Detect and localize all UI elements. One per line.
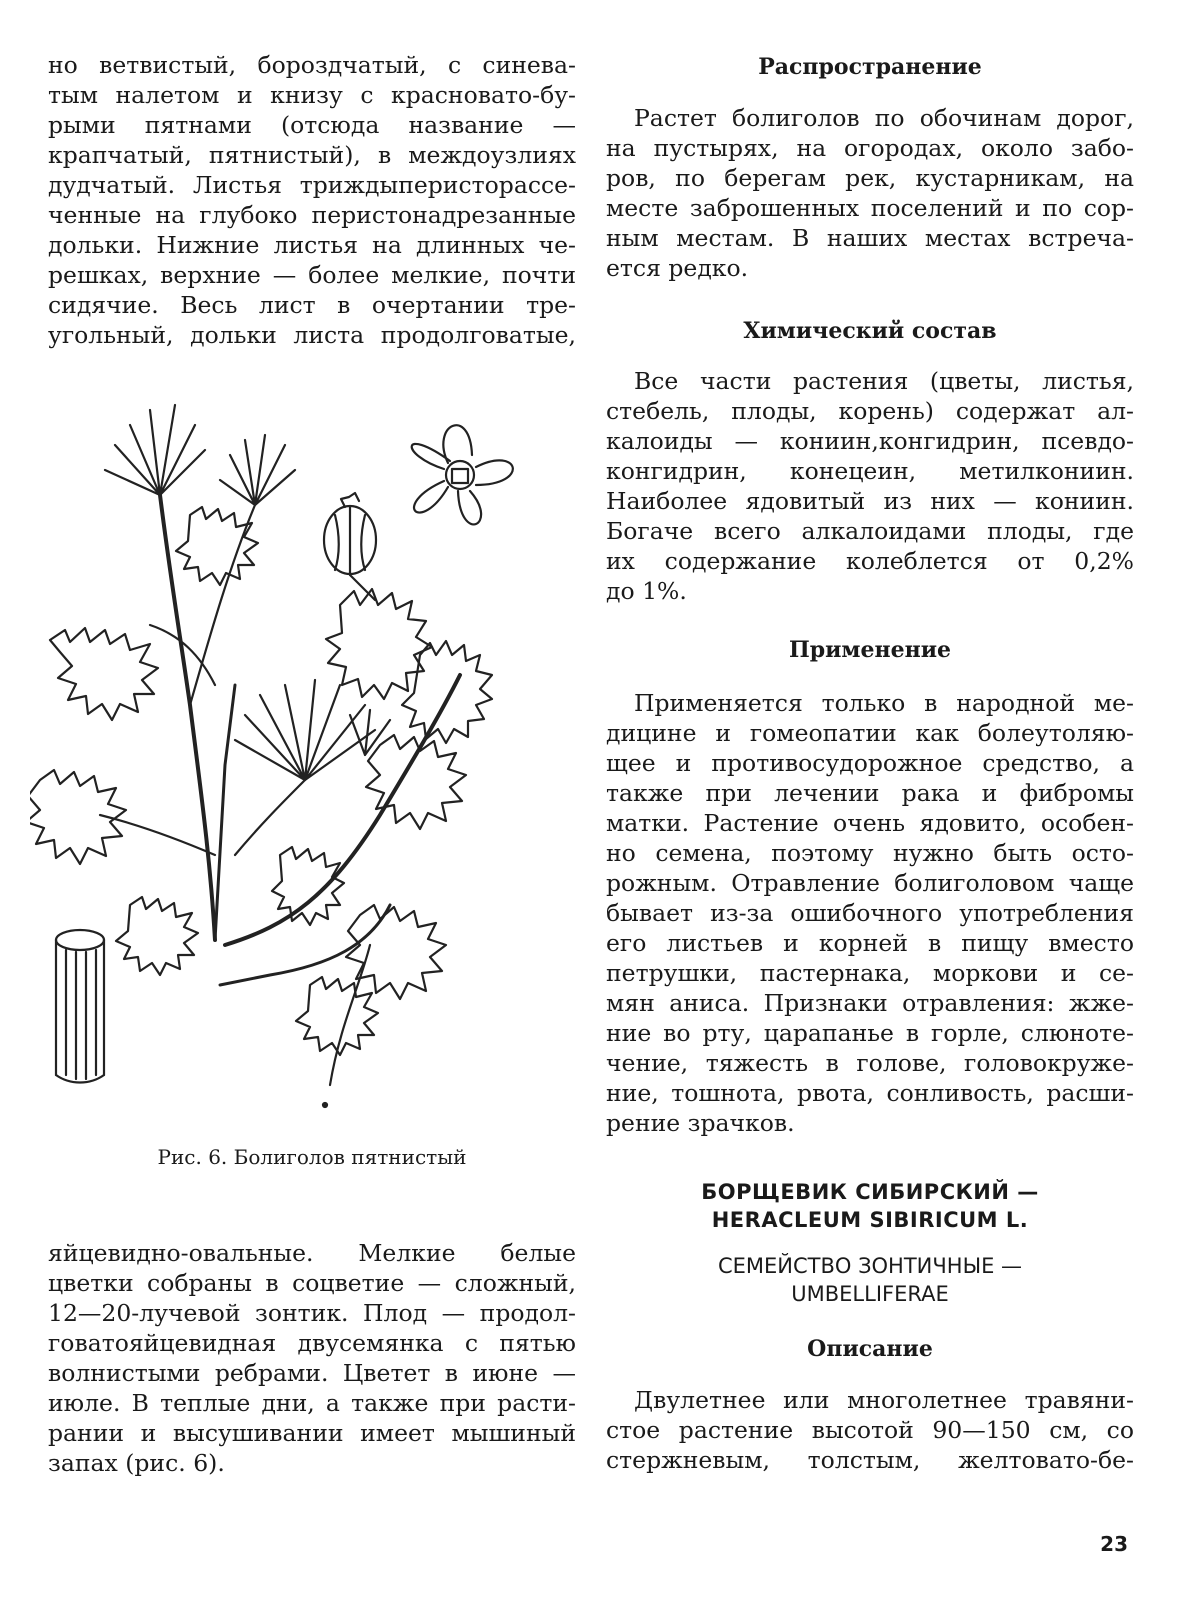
text-line: Все части растения (цветы, листья,	[634, 367, 1134, 395]
text-line: мян аниса. Признаки отравления: жже-	[606, 989, 1134, 1017]
section-body-chemistry	[606, 366, 1134, 606]
section-body-description	[606, 1385, 1134, 1475]
text-line: рожным. Отравление болиголовом чаще	[606, 869, 1134, 897]
text-line: Применяется только в народной ме-	[634, 689, 1134, 717]
text-line: ным местам. В наших местах встреча-	[606, 224, 1134, 252]
text-line: Богаче всего алкалоидами плоды, где	[606, 517, 1134, 545]
text-line: рании и высушивании имеет мышиный	[48, 1419, 576, 1447]
text-line: 12—20-лучевой зонтик. Плод — продол-	[48, 1299, 576, 1327]
text-line: дицине и гомеопатии как болеутоляю-	[606, 719, 1134, 747]
text-line: конгидрин, конецеин, метилкониин.	[606, 457, 1134, 485]
text-line: ченные на глубоко перистонадрезанные	[48, 201, 576, 229]
section-heading-distribution: Распространение	[758, 54, 982, 80]
section-body-usage	[606, 688, 1134, 1138]
text-line: тым налетом и книзу с красновато-бу-	[48, 81, 576, 109]
text-line: стое растение высотой 90—150 см, со	[606, 1416, 1134, 1444]
text-line: волнистыми ребрами. Цветет в июне —	[48, 1359, 576, 1387]
section-body-distribution	[606, 103, 1134, 283]
text-line: ется редко.	[606, 254, 749, 282]
text-line: щее и противосудорожное средство, а	[606, 749, 1134, 777]
text-line: угольный, дольки листа продолговатые,	[48, 321, 576, 349]
text-line: июле. В теплые дни, а также при расти-	[48, 1389, 576, 1417]
hemlock-plant-illustration	[30, 385, 590, 1125]
section-heading-description: Описание	[807, 1336, 933, 1362]
text-line: дудчатый. Листья триждыперисторассе-	[48, 171, 576, 199]
text-line: Растет болиголов по обочинам дорог,	[634, 104, 1134, 132]
text-line: стержневым, толстым, желтовато-бе-	[606, 1446, 1134, 1474]
page-number: 23	[1100, 1532, 1128, 1556]
text-line: их содержание колеблется от 0,2%	[606, 547, 1134, 575]
text-line: рение зрачков.	[606, 1109, 795, 1137]
text-line: его листьев и корней в пищу вместо	[606, 929, 1134, 957]
text-line: запах (рис. 6).	[48, 1449, 225, 1477]
family-title-russian: СЕМЕЙСТВО ЗОНТИЧНЫЕ —	[717, 1254, 1023, 1278]
text-line: сидячие. Весь лист в очертании тре-	[48, 291, 576, 319]
species-title	[606, 1178, 1134, 1234]
text-line: на пустырях, на огородах, около забо-	[606, 134, 1134, 162]
left-column-top-text	[48, 50, 576, 350]
family-title-latin: UMBELLIFERAE	[791, 1282, 949, 1306]
text-line: Наиболее ядовитый из них — кониин.	[606, 487, 1134, 515]
text-line: стебель, плоды, корень) содержат ал-	[606, 397, 1134, 425]
text-line: калоиды — кониин,конгидрин, псевдо-	[606, 427, 1134, 455]
text-line: петрушки, пастернака, моркови и се-	[606, 959, 1134, 987]
text-line: до 1%.	[606, 577, 687, 605]
text-line: решках, верхние — более мелкие, почти	[48, 261, 576, 289]
family-title	[606, 1252, 1134, 1308]
text-line: также при лечении рака и фибромы	[606, 779, 1134, 807]
text-line: чение, тяжесть в голове, головокруже-	[606, 1049, 1134, 1077]
species-title-russian: БОРЩЕВИК СИБИРСКИЙ —	[701, 1180, 1039, 1204]
text-line: дольки. Нижние листья на длинных че-	[48, 231, 576, 259]
text-line: крапчатый, пятнистый), в междоузлиях	[48, 141, 576, 169]
text-line: ров, по берегам рек, кустарникам, на	[606, 164, 1134, 192]
text-line: месте заброшенных поселений и по сор-	[606, 194, 1134, 222]
left-column-bottom-text	[48, 1238, 576, 1478]
species-title-latin: HERACLEUM SIBIRICUM L.	[711, 1208, 1029, 1232]
text-line: ние во рту, царапанье в горле, слюноте-	[606, 1019, 1134, 1047]
text-line: но семена, поэтому нужно быть осто-	[606, 839, 1134, 867]
text-line: говатояйцевидная двусемянка с пятью	[48, 1329, 576, 1357]
section-heading-chemistry: Химический состав	[743, 318, 997, 344]
text-line: яйцевидно-овальные. Мелкие белые	[48, 1239, 576, 1267]
text-line: но ветвистый, бороздчатый, с синева-	[48, 51, 576, 79]
text-line: Двулетнее или многолетнее травяни-	[634, 1386, 1134, 1414]
text-line: цветки собраны в соцветие — сложный,	[48, 1269, 576, 1297]
text-line: бывает из-за ошибочного употребления	[606, 899, 1134, 927]
figure-caption: Рис. 6. Болиголов пятнистый	[157, 1145, 467, 1169]
section-heading-usage: Применение	[788, 637, 952, 663]
text-line: ние, тошнота, рвота, сонливость, расши-	[606, 1079, 1134, 1107]
text-line: рыми пятнами (отсюда название —	[48, 111, 576, 139]
text-line: матки. Растение очень ядовито, особен-	[606, 809, 1134, 837]
